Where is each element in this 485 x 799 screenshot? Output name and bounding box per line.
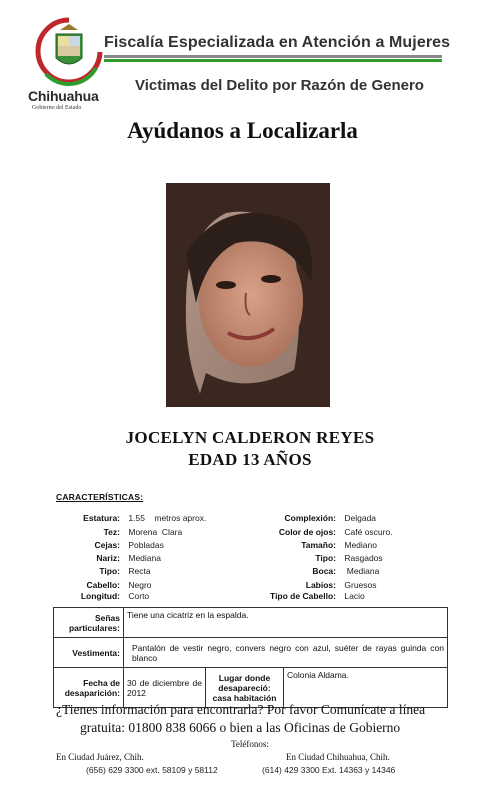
char-value: Mediano [344, 540, 377, 550]
char-label: Labios: [305, 580, 336, 590]
contact-line-1: ¿Tienes información para encontrarla? Por favor Comunícate a línea [56, 702, 426, 717]
portrait-image [166, 183, 330, 407]
missing-person-name: JOCELYN CALDERON REYES [125, 428, 375, 447]
char-label: Cejas: [94, 540, 120, 550]
char-label: Cabello: [86, 580, 120, 590]
logo-subtext: Gobierno del Estado [32, 105, 82, 111]
char-label: Tez: [103, 527, 120, 537]
char-value: Pobladas [128, 540, 164, 550]
char-value: Corto [128, 591, 150, 601]
char-row [240, 580, 377, 590]
vestimenta-label: Vestimenta: [54, 638, 124, 668]
char-row [56, 566, 151, 576]
phone-juarez: (656) 629 3300 ext. 58109 y 58112 [86, 765, 218, 775]
char-value: Lacio [344, 591, 365, 601]
char-value: Mediana [344, 566, 380, 576]
header-rule-green [104, 59, 442, 62]
char-value: Rasgados [344, 553, 383, 563]
char-row [240, 566, 379, 576]
char-label: Tipo: [99, 566, 120, 576]
char-row [56, 553, 161, 563]
char-row [240, 540, 377, 550]
char-row [240, 527, 393, 537]
header-rule-grey [104, 55, 442, 58]
char-label: Tipo de Cabello: [270, 591, 336, 601]
fecha-value: 30 de diciembre de 2012 [124, 668, 206, 708]
lugar-label: Lugar donde desapareció: casa habitación [206, 668, 284, 708]
agency-subtitle: Victimas del Delito por Razón de Genero [135, 77, 424, 94]
table-row [54, 638, 448, 668]
char-value: Morena Clara [128, 527, 183, 537]
char-value: Gruesos [344, 580, 377, 590]
char-label: Estatura: [83, 513, 120, 523]
city-chihuahua: En Ciudad Chihuahua, Chih. [286, 752, 390, 762]
char-label: Tamaño: [301, 540, 336, 550]
chihuahua-seal-icon [34, 16, 104, 88]
char-label: Color de ojos: [278, 527, 336, 537]
lugar-value: Colonia Aldama. [284, 668, 448, 708]
agency-title: Fiscalía Especializada en Atención a Mujeres [104, 34, 451, 51]
vestimenta-value: Pantalón de vestir negro, convers negro con azul, suéter de rayas guinda con blanco [124, 638, 448, 668]
char-row [56, 527, 182, 537]
char-label: Tipo: [315, 553, 336, 563]
state-logo [28, 16, 110, 114]
fecha-label: Fecha de desaparición: [54, 668, 124, 708]
phones-label: Teléfonos: [231, 739, 269, 749]
senas-label: Señas particulares: [54, 608, 124, 638]
char-value: Mediana [128, 553, 161, 563]
contact-line-2: gratuita: 01800 838 6066 o bien a las Oficinas de Gobierno [80, 720, 401, 735]
logo-wordmark: Chihuahua [28, 88, 99, 104]
char-value: Delgada [344, 513, 377, 523]
senas-value: Tiene una cicatriz en la espalda. [124, 608, 448, 638]
char-value: 1.55 metros aprox. [128, 513, 207, 523]
char-row [56, 580, 152, 590]
char-label: Complexión: [284, 513, 336, 523]
missing-person-photo [166, 183, 330, 407]
char-label: Boca: [312, 566, 336, 576]
table-row [54, 608, 448, 638]
char-label: Nariz: [96, 553, 120, 563]
phone-chihuahua: (614) 429 3300 Ext. 14363 y 14346 [262, 765, 396, 775]
char-row [240, 591, 365, 601]
missing-person-age: EDAD 13 AÑOS [188, 450, 312, 469]
char-label: Longitud: [80, 591, 120, 601]
char-row [240, 513, 376, 523]
char-row [56, 513, 206, 523]
char-row [240, 553, 383, 563]
poster-headline: Ayúdanos a Localizarla [127, 118, 358, 143]
characteristics-heading: CARACTERÍSTICAS: [56, 492, 144, 502]
details-table [53, 607, 448, 708]
city-juarez: En Ciudad Juárez, Chih. [56, 752, 144, 762]
char-value: Negro [128, 580, 152, 590]
char-row [56, 591, 149, 601]
char-row [56, 540, 164, 550]
char-value: Café oscuro. [344, 527, 393, 537]
char-value: Recta [128, 566, 151, 576]
